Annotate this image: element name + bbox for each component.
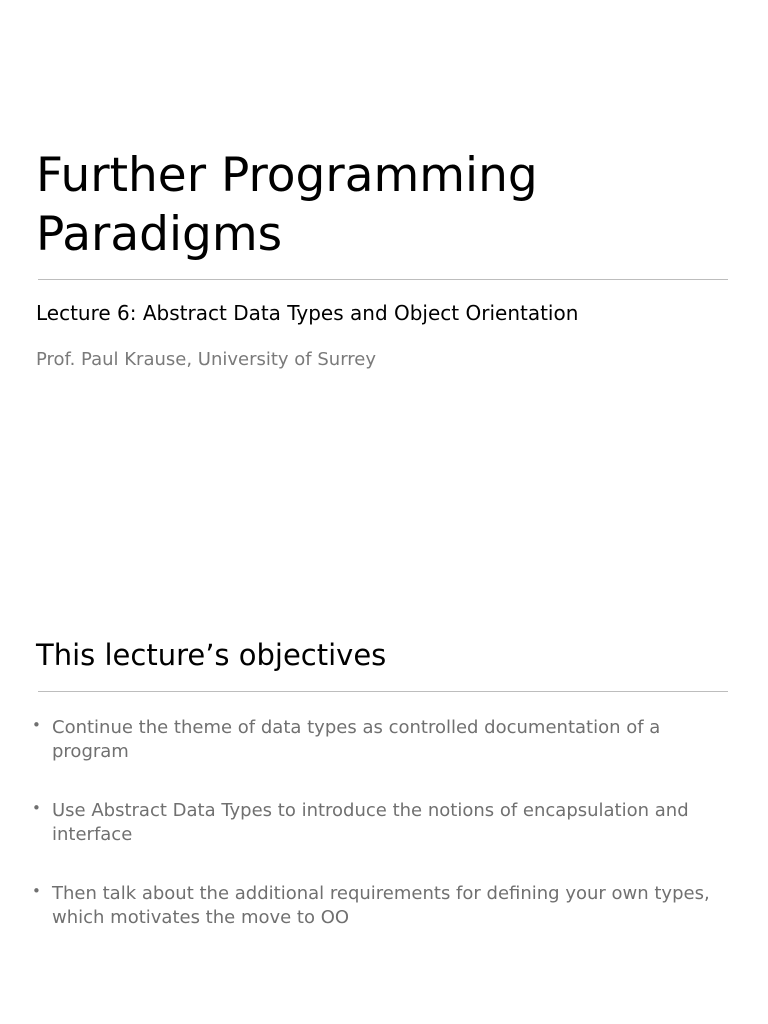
- lecture-subtitle: Lecture 6: Abstract Data Types and Object Orientation: [36, 301, 579, 325]
- objectives-divider: [38, 691, 728, 692]
- objectives-list: [30, 716, 720, 965]
- objectives-slide: [0, 512, 768, 1024]
- bullet-icon: •: [32, 799, 41, 817]
- objective-text: Use Abstract Data Types to introduce the notions of encapsulation and interface: [52, 800, 689, 845]
- objectives-heading: This lecture’s objectives: [36, 638, 387, 672]
- objective-item: [30, 799, 720, 847]
- objective-text: Continue the theme of data types as controlled documentation of a program: [52, 717, 661, 762]
- author-line: Prof. Paul Krause, University of Surrey: [36, 349, 377, 370]
- bullet-icon: •: [32, 882, 41, 900]
- objective-text: Then talk about the additional requirements for defining your own types, which motivates the move to OO: [52, 883, 710, 928]
- title-divider: [38, 279, 728, 280]
- objective-item: [30, 882, 720, 930]
- objective-item: [30, 716, 720, 764]
- bullet-icon: •: [32, 716, 41, 734]
- presentation-title: Further Programming Paradigms: [36, 148, 538, 262]
